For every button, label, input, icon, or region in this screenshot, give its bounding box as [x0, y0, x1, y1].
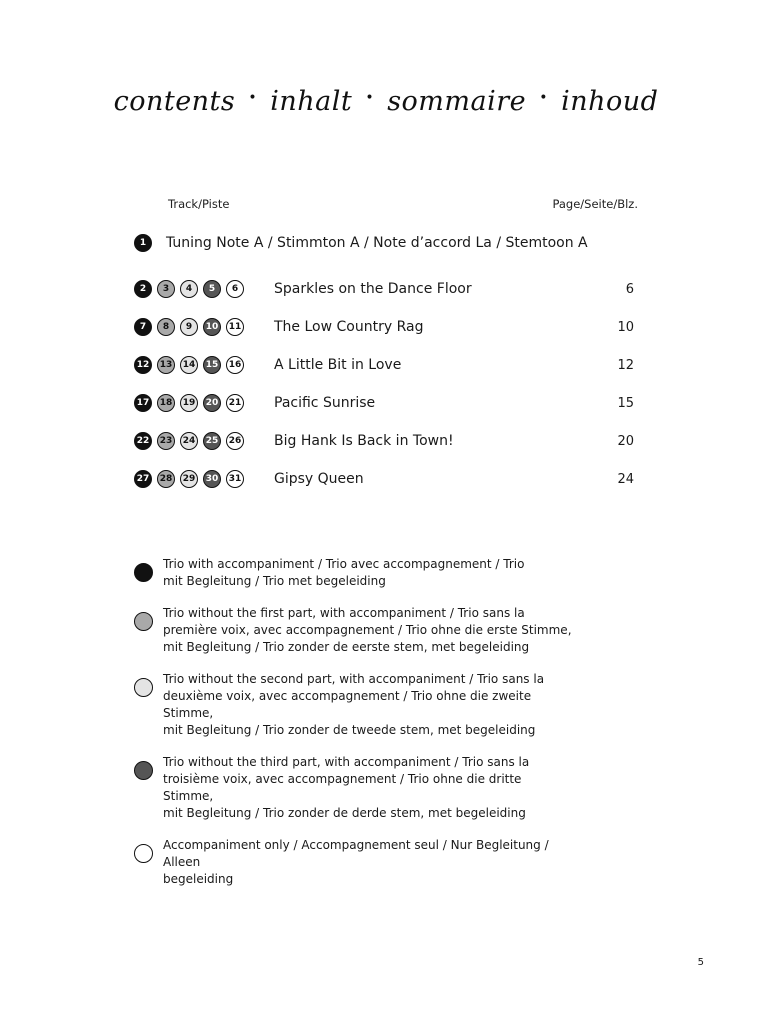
page-title — [0, 86, 772, 117]
contents-row — [134, 346, 634, 384]
title-sommaire: sommaire — [387, 86, 527, 117]
track-circle-icon: 17 — [134, 394, 152, 412]
legend — [134, 556, 574, 903]
title-separator: • — [248, 90, 258, 106]
title-contents: contents — [113, 86, 236, 117]
piece-title: The Low Country Rag — [274, 319, 424, 335]
legend-item — [134, 754, 574, 822]
legend-text: Trio with accompaniment / Trio avec accompagnement / Trio mit Begleitung / Trio met begeleiding — [163, 557, 525, 588]
legend-circle-icon — [134, 678, 153, 697]
track-circle-icon: 12 — [134, 356, 152, 374]
piece-page: 20 — [617, 433, 634, 449]
legend-text: Accompaniment only / Accompagnement seul / Nur Begleitung / Alleen begeleiding — [163, 838, 549, 886]
track-circle-icon: 30 — [203, 470, 221, 488]
track-circle-icon: 21 — [226, 394, 244, 412]
title-inhalt: inhalt — [270, 86, 353, 117]
page-number: 5 — [697, 957, 704, 968]
track-circles — [134, 394, 268, 412]
tuning-note-row — [134, 234, 588, 252]
legend-text: Trio without the third part, with accompaniment / Trio sans la troisième voix, avec accompagnement / Trio ohne die dritte Stimme, mit Begleitung / Trio zonder de derde stem, met begeleiding — [163, 755, 530, 820]
title-separator: • — [365, 90, 375, 106]
piece-page: 12 — [617, 357, 634, 373]
contents-row — [134, 384, 634, 422]
track-circle-icon: 23 — [157, 432, 175, 450]
legend-text: Trio without the second part, with accompaniment / Trio sans la deuxième voix, avec accompagnement / Trio ohne die zweite Stimme, mit Begleitung / Trio zonder de tweede stem, met begeleiding — [163, 672, 545, 737]
track-circle-icon: 1 — [134, 234, 152, 252]
legend-item — [134, 556, 574, 590]
legend-circle-icon — [134, 761, 153, 780]
track-circles — [134, 318, 268, 336]
contents-row — [134, 422, 634, 460]
page-column-header: Page/Seite/Blz. — [552, 197, 638, 211]
track-circle-icon: 19 — [180, 394, 198, 412]
track-circles — [134, 356, 268, 374]
legend-item — [134, 671, 574, 739]
piece-title: Pacific Sunrise — [274, 395, 376, 411]
legend-item — [134, 837, 574, 888]
track-circle-icon: 6 — [226, 280, 244, 298]
track-circle-icon: 14 — [180, 356, 198, 374]
track-circle-icon: 3 — [157, 280, 175, 298]
piece-page: 10 — [617, 319, 634, 335]
track-circle-icon: 2 — [134, 280, 152, 298]
track-circle-icon: 15 — [203, 356, 221, 374]
contents-row — [134, 270, 634, 308]
legend-circle-icon — [134, 612, 153, 631]
tuning-note-label: Tuning Note A / Stimmton A / Note d’accord La / Stemtoon A — [166, 235, 588, 251]
piece-title: Sparkles on the Dance Floor — [274, 281, 472, 297]
track-circle-icon: 25 — [203, 432, 221, 450]
piece-title: Big Hank Is Back in Town! — [274, 433, 454, 449]
track-circle-icon: 24 — [180, 432, 198, 450]
track-circle-icon: 20 — [203, 394, 221, 412]
track-circle-icon: 16 — [226, 356, 244, 374]
piece-page: 6 — [625, 281, 634, 297]
contents-list — [134, 270, 634, 498]
track-circle-icon: 10 — [203, 318, 221, 336]
title-separator: • — [539, 90, 548, 106]
legend-circle-icon — [134, 563, 153, 582]
piece-title: A Little Bit in Love — [274, 357, 402, 373]
track-circle-icon: 22 — [134, 432, 152, 450]
contents-row — [134, 460, 634, 498]
legend-item — [134, 605, 574, 656]
track-circle-icon: 4 — [180, 280, 198, 298]
contents-row — [134, 308, 634, 346]
track-circles — [134, 432, 268, 450]
piece-title: Gipsy Queen — [274, 471, 364, 487]
track-circle-icon: 7 — [134, 318, 152, 336]
track-circle-icon: 5 — [203, 280, 221, 298]
track-column-header: Track/Piste — [168, 197, 230, 211]
track-circle-icon: 18 — [157, 394, 175, 412]
track-circle-icon: 27 — [134, 470, 152, 488]
title-inhoud: inhoud — [561, 86, 659, 117]
track-circle-icon: 11 — [226, 318, 244, 336]
track-circle-icon: 8 — [157, 318, 175, 336]
track-circle-icon: 9 — [180, 318, 198, 336]
track-circle-icon: 29 — [180, 470, 198, 488]
track-circle-icon: 28 — [157, 470, 175, 488]
piece-page: 15 — [617, 395, 634, 411]
legend-circle-icon — [134, 844, 153, 863]
track-circle-icon: 26 — [226, 432, 244, 450]
legend-text: Trio without the first part, with accompaniment / Trio sans la première voix, avec accompagnement / Trio ohne die erste Stimme, mit Begleitung / Trio zonder de eerste stem, met begeleiding — [163, 606, 572, 654]
track-circles — [134, 280, 268, 298]
track-circle-icon: 13 — [157, 356, 175, 374]
track-circle-icon: 31 — [226, 470, 244, 488]
track-circles — [134, 470, 268, 488]
piece-page: 24 — [617, 471, 634, 487]
